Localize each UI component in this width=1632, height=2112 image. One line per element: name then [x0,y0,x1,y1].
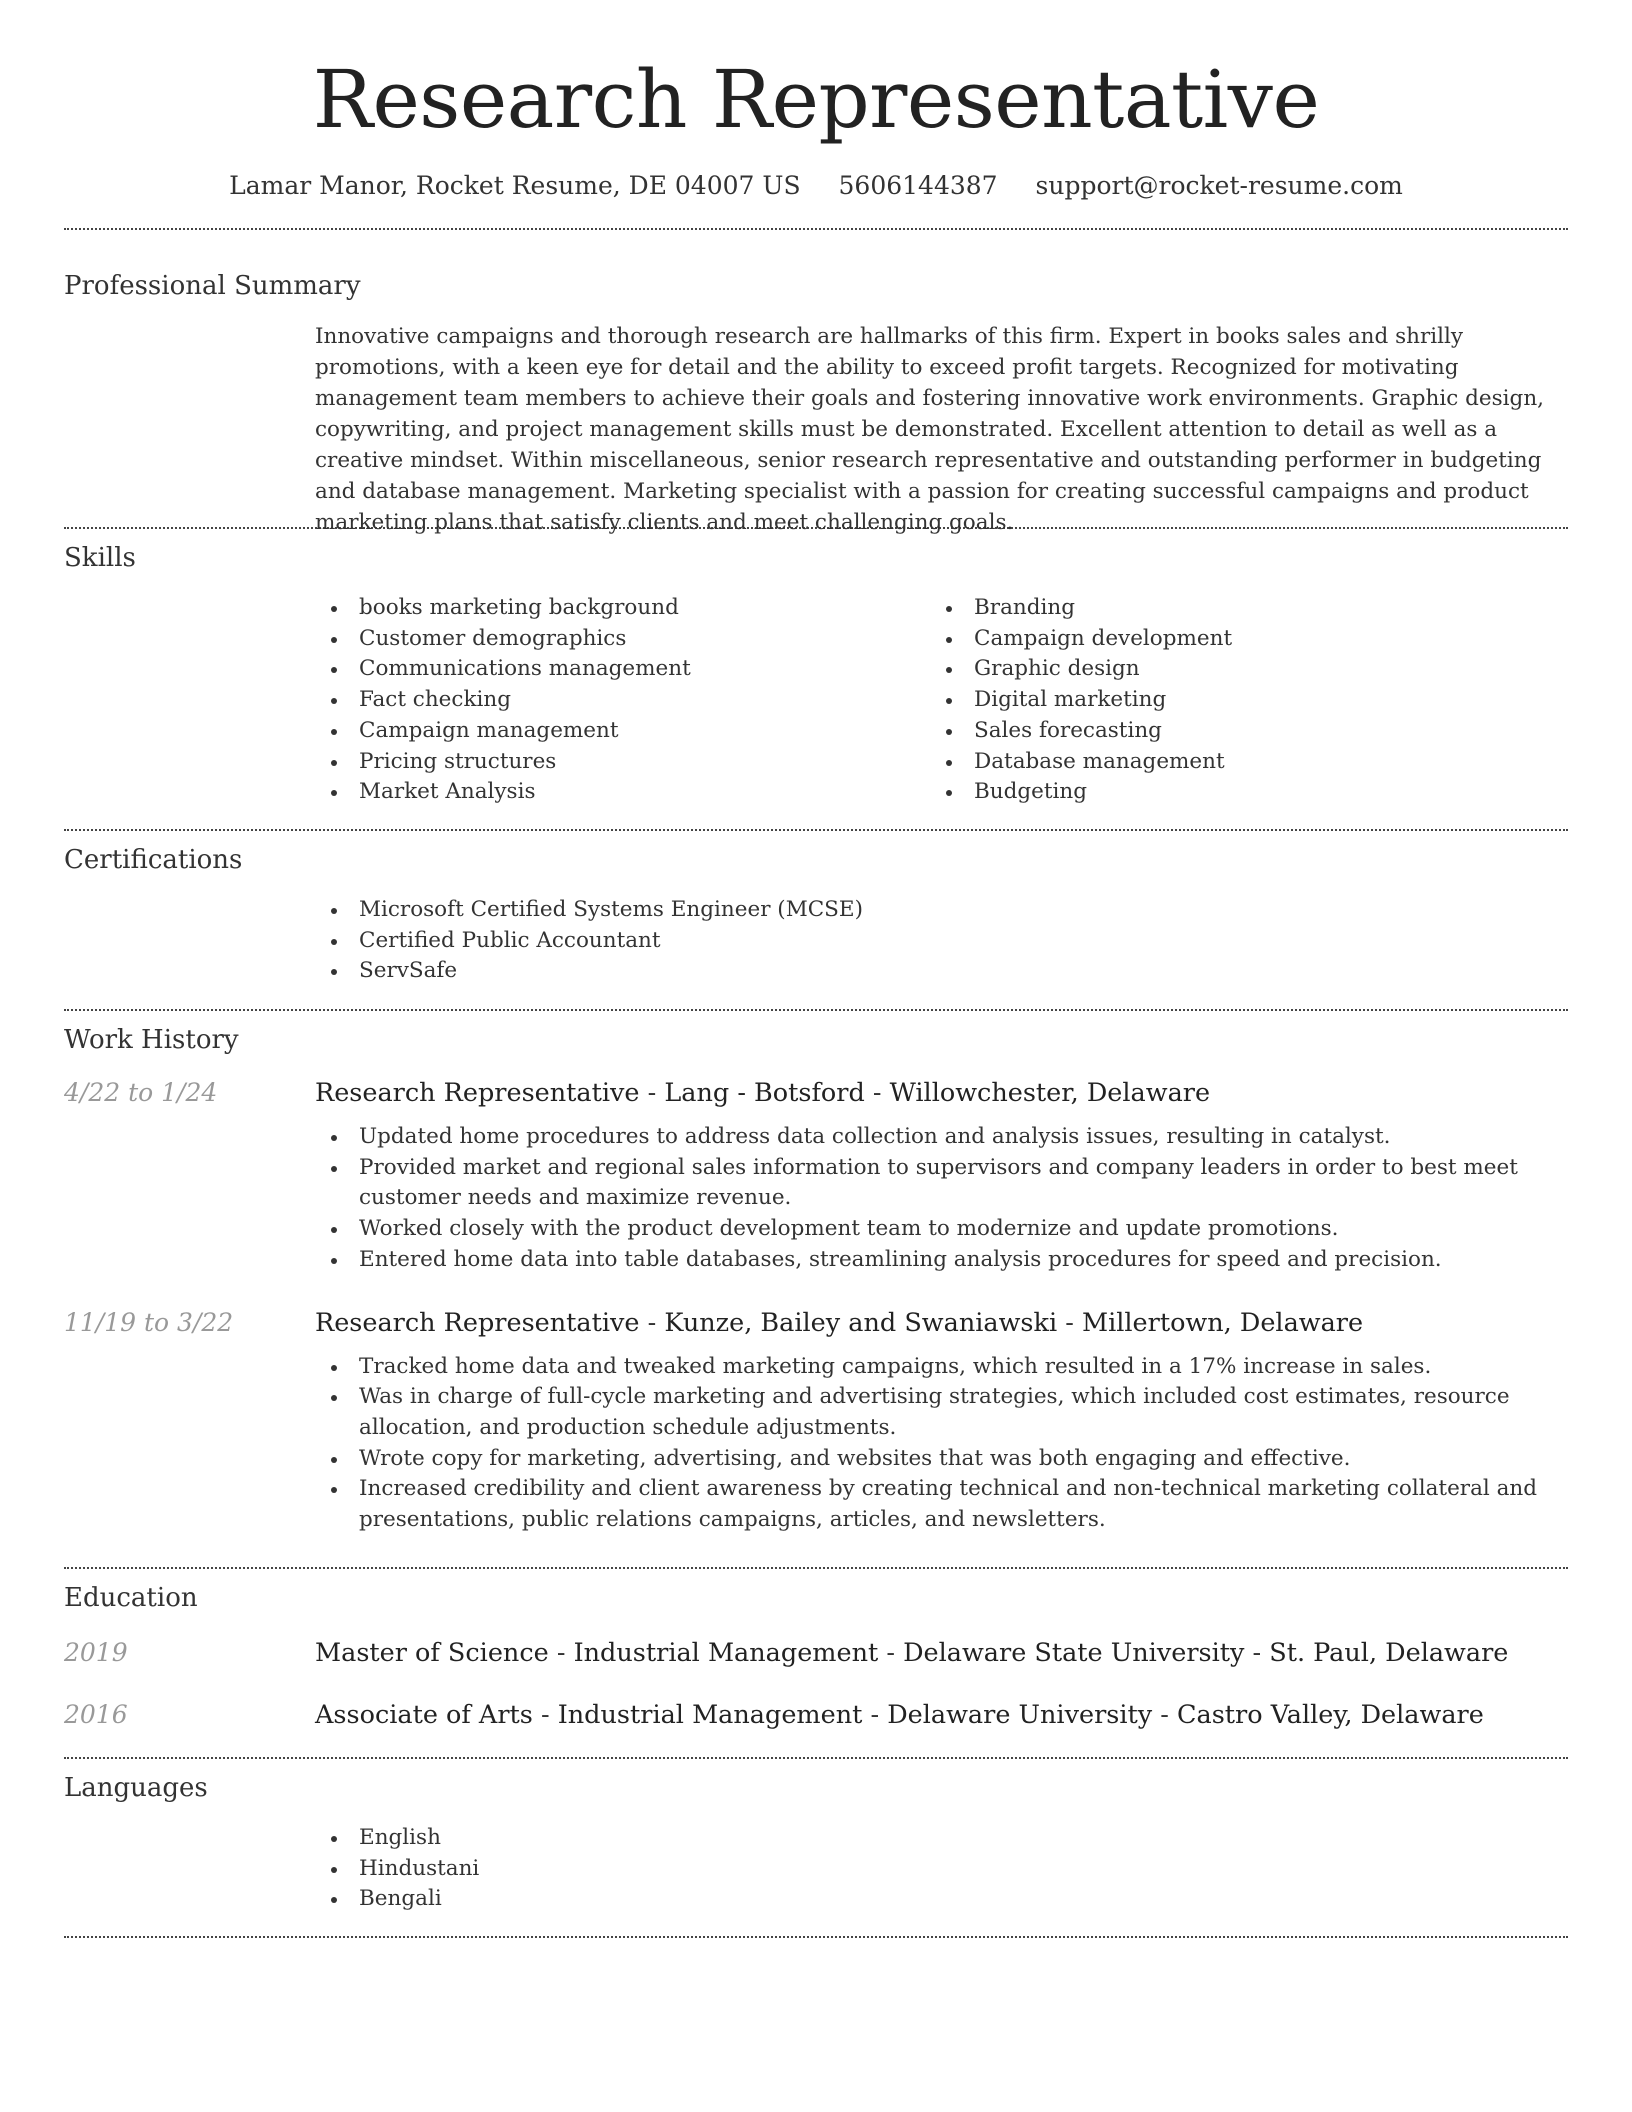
list-item: Was in charge of full-cycle marketing and advertising strategies, which included cost estimates, resource allocation, and production schedule adjustments. [315,1382,1568,1443]
list-item: Pricing structures [315,747,930,778]
section-title: Languages [64,1773,208,1803]
divider [64,1936,1568,1938]
list-item: Branding [930,593,1545,624]
list-item: Database management [930,747,1545,778]
job-title: Research Representative [315,1307,640,1338]
education-section [64,1569,1568,1757]
list-item: Customer demographics [315,624,930,655]
list-item: Bengali [315,1884,1568,1915]
section-title: Professional Summary [64,271,361,301]
job-bullets [315,1122,1568,1276]
list-item: Certified Public Accountant [315,926,1568,957]
education-year: 2016 [64,1700,128,1729]
job-location: Willowchester, Delaware [889,1078,1211,1108]
list-item: ServSafe [315,956,1568,987]
list-item: Campaign development [930,624,1545,655]
address: Lamar Manor, Rocket Resume, DE 04007 US [229,171,801,200]
section-title: Skills [64,543,136,573]
list-item: Communications management [315,654,930,685]
job-company: Lang - Botsford [664,1078,865,1108]
education-line: Master of Science - Industrial Management - Delaware State University - St. Paul, Delaware [315,1638,1509,1668]
job-dates: 4/22 to 1/24 [64,1078,218,1107]
job-company: Kunze, Bailey and Swaniawski [664,1307,1058,1338]
list-item: books marketing background [315,593,930,624]
job-header [64,1078,1568,1108]
school-location: Castro Valley, Delaware [1177,1700,1484,1730]
certifications-list [315,895,1568,987]
candidate-name: Research Representative [312,53,1320,146]
list-item: Worked closely with the product development team to modernize and update promotions. [315,1214,1568,1245]
list-item: Market Analysis [315,777,930,808]
list-item: Microsoft Certified Systems Engineer (MCSE) [315,895,1568,926]
skills-section [64,529,1568,829]
list-item: English [315,1823,1568,1854]
list-item: Increased credibility and client awareness by creating technical and non-technical marketing collateral and presentations, public relations campaigns, articles, and newsletters. [315,1474,1568,1535]
list-item: Updated home procedures to address data collection and analysis issues, resulting in catalyst. [315,1122,1568,1153]
list-item: Tracked home data and tweaked marketing campaigns, which resulted in a 17% increase in sales. [315,1352,1568,1383]
job-dates: 11/19 to 3/22 [64,1307,234,1337]
list-item: Budgeting [930,777,1545,808]
job-bullets [315,1352,1568,1536]
list-item: Hindustani [315,1854,1568,1885]
email: support@rocket-resume.com [1035,171,1403,200]
job-location: Millertown, Delaware [1081,1307,1364,1338]
education-entry [64,1700,1568,1730]
list-item: Campaign management [315,716,930,747]
degree: Associate of Arts [315,1700,533,1730]
certifications-section [64,831,1568,1009]
phone: 5606144387 [838,171,998,200]
list-item: Entered home data into table databases, streamlining analysis procedures for speed and precision. [315,1245,1568,1276]
list-item: Graphic design [930,654,1545,685]
education-entry [64,1638,1568,1668]
contact-line [64,168,1568,204]
education-year: 2019 [64,1638,128,1667]
degree: Master of Science [315,1638,549,1668]
job-title-line: Research Representative - Kunze, Bailey and Swaniawski - Millertown, Delaware [315,1307,1364,1338]
list-item: Wrote copy for marketing, advertising, and websites that was both engaging and effective. [315,1444,1568,1475]
school-location: St. Paul, Delaware [1269,1638,1509,1668]
resume-page [64,0,1568,1938]
languages-list [315,1823,1568,1915]
job-header [64,1308,1568,1338]
list-item: Sales forecasting [930,716,1545,747]
job-entry [64,1308,1568,1536]
skills-list-right [930,593,1545,808]
job-entry [64,1078,1568,1276]
job-title: Research Representative [315,1078,640,1108]
summary-section [64,230,1568,535]
education-line: Associate of Arts - Industrial Management - Delaware University - Castro Valley, Delaware [315,1700,1484,1730]
section-title: Work History [64,1025,239,1055]
job-title-line: Research Representative - Lang - Botsford - Willowchester, Delaware [315,1078,1211,1108]
list-item: Digital marketing [930,685,1545,716]
section-title: Education [64,1583,198,1613]
field: Industrial Management [573,1638,879,1668]
school: Delaware University [887,1700,1153,1730]
section-title: Certifications [64,845,243,875]
school: Delaware State University [903,1638,1245,1668]
languages-section [64,1759,1568,1936]
list-item: Provided market and regional sales information to supervisors and company leaders in order to best meet customer needs and maximize revenue. [315,1153,1568,1214]
skills-grid [315,593,1568,808]
work-history-section [64,1011,1568,1567]
list-item: Fact checking [315,685,930,716]
skills-list-left [315,593,930,808]
summary-text: Innovative campaigns and thorough research are hallmarks of this firm. Expert in books sales and shrilly promotions, with a keen eye for detail and the ability to exceed profit targets. Recognized for motivating management team members to achieve their goals and fostering innovative work environments. Graphic design, copywriting, and project management skills must be demonstrated. Excellent attention to detail as well as a creative mindset. Within miscellaneous, senior research representative and outstanding performer in budgeting and database management. Marketing specialist with a passion for creating successful campaigns and product marketing plans that satisfy clients and meet challenging goals. [315,324,1544,535]
field: Industrial Management [557,1700,863,1730]
